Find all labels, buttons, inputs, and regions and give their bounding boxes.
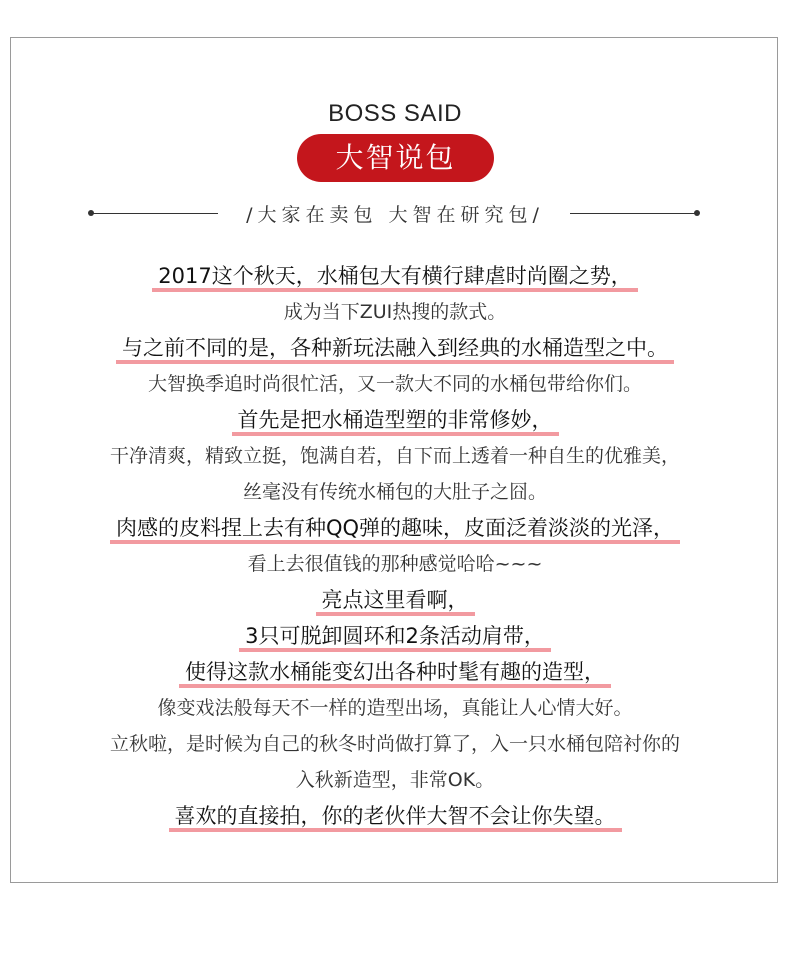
body-line [0,438,790,474]
right-divider [570,213,696,214]
line-text: 2017这个秋天，水桶包大有横行肆虐时尚圈之势， [152,264,637,292]
highlighted-line [0,618,790,654]
line-text: 大智换季追时尚很忙活，又一款大不同的水桶包带给你们。 [147,373,642,395]
body-line [0,294,790,330]
body-line [0,726,790,762]
line-text: 看上去很值钱的那种感觉哈哈~~~ [247,553,543,575]
highlighted-line [0,798,790,834]
highlighted-line [0,654,790,690]
body-line [0,762,790,798]
right-dot-icon [694,210,700,216]
line-text: 立秋啦，是时候为自己的秋冬时尚做打算了，入一只水桶包陪衬你的 [109,733,680,755]
line-text: 使得这款水桶能变幻出各种时髦有趣的造型， [179,660,611,688]
title-badge: 大智说包 [297,134,494,182]
line-text: 入秋新造型，非常OK。 [295,769,495,791]
line-text: 干净清爽，精致立挺，饱满自若，自下而上透着一种自生的优雅美， [109,445,680,467]
line-text: 丝毫没有传统水桶包的大肚子之囧。 [242,481,547,503]
article-body [0,258,790,834]
title-english: BOSS SAID [328,100,462,127]
highlighted-line [0,582,790,618]
highlighted-line [0,510,790,546]
highlighted-line [0,330,790,366]
subtitle-text: /大家在卖包 大智在研究包/ [246,204,544,226]
body-line [0,366,790,402]
line-text: 3只可脱卸圆环和2条活动肩带， [239,624,551,652]
highlighted-line [0,258,790,294]
line-text: 与之前不同的是，各种新玩法融入到经典的水桶造型之中。 [116,336,674,364]
body-line [0,546,790,582]
subtitle-row [0,200,790,228]
highlighted-line [0,402,790,438]
body-line [0,690,790,726]
line-text: 亮点这里看啊， [316,588,475,616]
line-text: 肉感的皮料捏上去有种QQ弹的趣味，皮面泛着淡淡的光泽， [110,516,680,544]
line-text: 像变戏法般每天不一样的造型出场，真能让人心情大好。 [157,697,633,719]
line-text: 喜欢的直接拍，你的老伙伴大智不会让你失望。 [169,804,622,832]
line-text: 成为当下ZUI热搜的款式。 [283,301,507,323]
line-text: 首先是把水桶造型塑的非常修妙， [232,408,559,436]
body-line [0,474,790,510]
